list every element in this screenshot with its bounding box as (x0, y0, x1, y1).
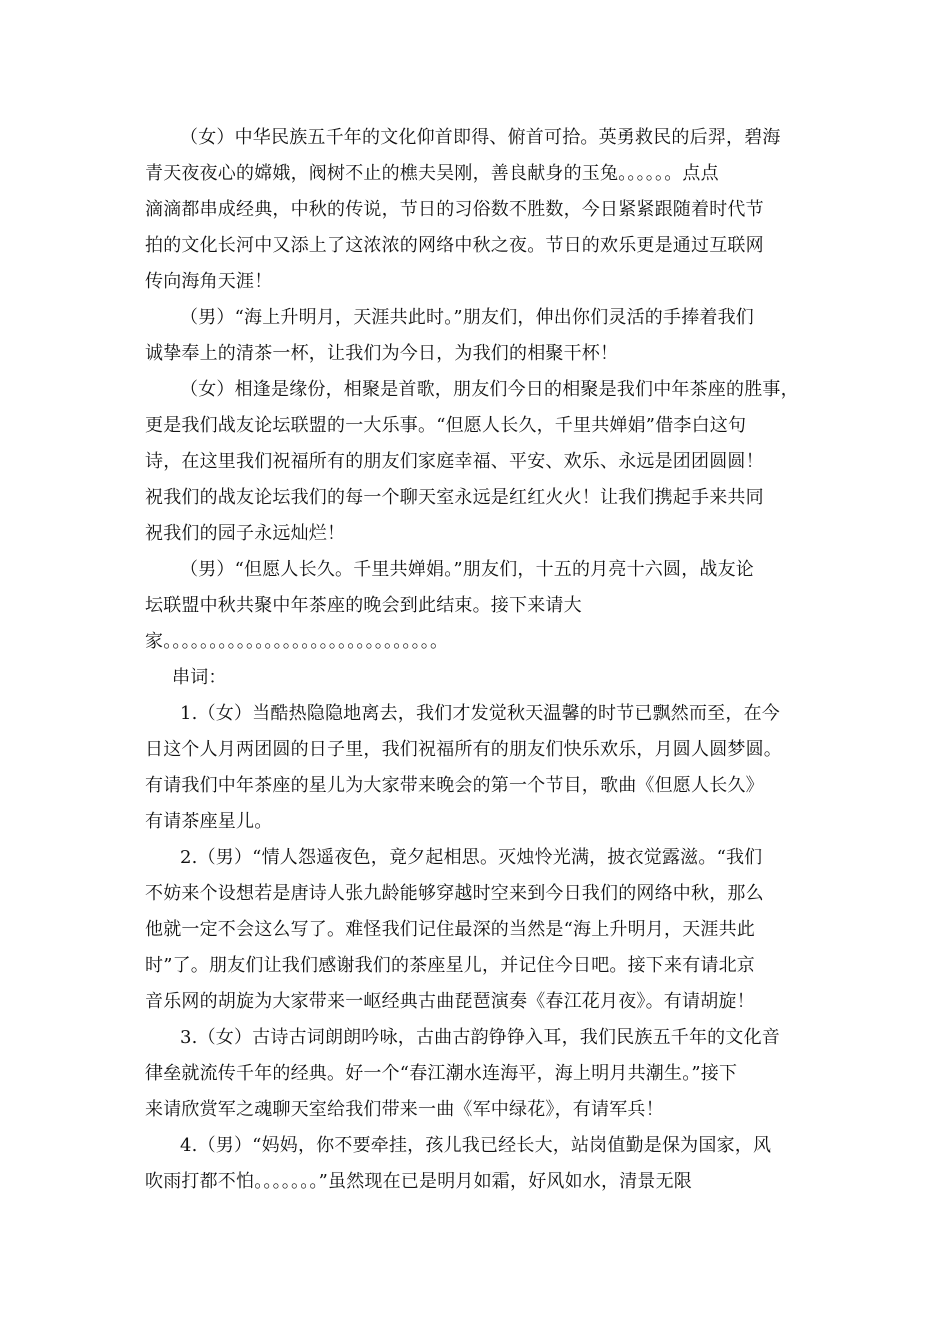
text-line: 诗，在这里我们祝福所有的朋友们家庭幸福、平安、欢乐、永远是团团圆圆！ (145, 451, 764, 472)
text-line: 日这个人月两团圆的日子里，我们祝福所有的朋友们快乐欢乐，月圆人圆梦圆。 (145, 739, 782, 760)
text-line: （女）中华民族五千年的文化仰首即得、俯首可拾。英勇救民的后羿，碧海 (180, 127, 781, 148)
text-line: 诚挚奉上的清茶一杯，让我们为今日，为我们的相聚干杯！ (145, 343, 619, 364)
text-line: 有请茶座星儿。 (145, 811, 273, 832)
text-line: 祝我们的园子永远灿烂！ (145, 523, 346, 544)
text-line: 滴滴都串成经典，中秋的传说，节日的习俗数不胜数，今日紧紧跟随着时代节 (145, 199, 764, 220)
text-line: 更是我们战友论坛联盟的一大乐事。“但愿人长久，千里共婵娟”借李白这句 (145, 415, 747, 436)
text-line: （男）“海上升明月，天涯共此时。”朋友们，伸出你们灵活的手捧着我们 (180, 307, 755, 328)
text-line: （男）“但愿人长久。千里共婵娟。”朋友们，十五的月亮十六圆，战友论 (180, 559, 755, 580)
section-heading: 串词： (172, 667, 227, 688)
text-line: （女）相逢是缘份，相聚是首歌，朋友们今日的相聚是我们中年茶座的胜事， (180, 379, 799, 400)
text-line: 他就一定不会这么写了。难怪我们记住最深的当然是“海上升明月，天涯共此 (145, 919, 755, 940)
text-line: 3.（女）古诗古词朗朗吟咏，古曲古韵铮铮入耳，我们民族五千年的文化音 (180, 1027, 780, 1048)
text-line: 有请我们中年茶座的星儿为大家带来晚会的第一个节目，歌曲《但愿人长久》 (145, 775, 764, 796)
text-line: 1.（女）当酷热隐隐地离去，我们才发觉秋天温馨的时节已飘然而至，在今 (180, 703, 780, 724)
text-line: 时”了。朋友们让我们感谢我们的茶座星儿，并记住今日吧。接下来有请北京 (145, 955, 755, 976)
text-line: 音乐网的胡旋为大家带来一岖经典古曲琵琶演奏《春江花月夜》。有请胡旋！ (145, 991, 755, 1012)
text-line: 家。。。。。。。。。。。。。。。。。。。。。。。。。。。。。。 (145, 631, 449, 652)
text-line: 2.（男）“情人怨遥夜色，竟夕起相思。灭烛怜光满，披衣觉露滋。“我们 (180, 847, 763, 868)
text-line: 拍的文化长河中又添上了这浓浓的网络中秋之夜。节日的欢乐更是通过互联网 (145, 235, 764, 256)
text-line: 不妨来个设想若是唐诗人张九龄能够穿越时空来到今日我们的网络中秋，那么 (145, 883, 764, 904)
text-line: 律垒就流传千年的经典。好一个“春江潮水连海平，海上明月共潮生。”接下 (145, 1063, 738, 1084)
text-line: 祝我们的战友论坛我们的每一个聊天室永远是红红火火！让我们携起手来共同 (145, 487, 764, 508)
text-line: 吹雨打都不怕。。。。。。。”虽然现在已是明月如霜，好风如水，清景无限 (145, 1171, 692, 1192)
text-line: 青天夜夜心的嫦娥，阀树不止的樵夫吴刚，善良献身的玉兔。。。。。。点点 (145, 163, 719, 184)
text-line: 4.（男）“妈妈，你不要牵挂，孩儿我已经长大，站岗值勤是保为国家，风 (180, 1135, 772, 1156)
text-line: 坛联盟中秋共聚中年茶座的晚会到此结束。接下来请大 (145, 595, 582, 616)
text-line: 传向海角天涯！ (145, 271, 273, 292)
text-line: 来请欣赏军之魂聊天室给我们带来一曲《军中绿花》，有请军兵！ (145, 1099, 664, 1120)
